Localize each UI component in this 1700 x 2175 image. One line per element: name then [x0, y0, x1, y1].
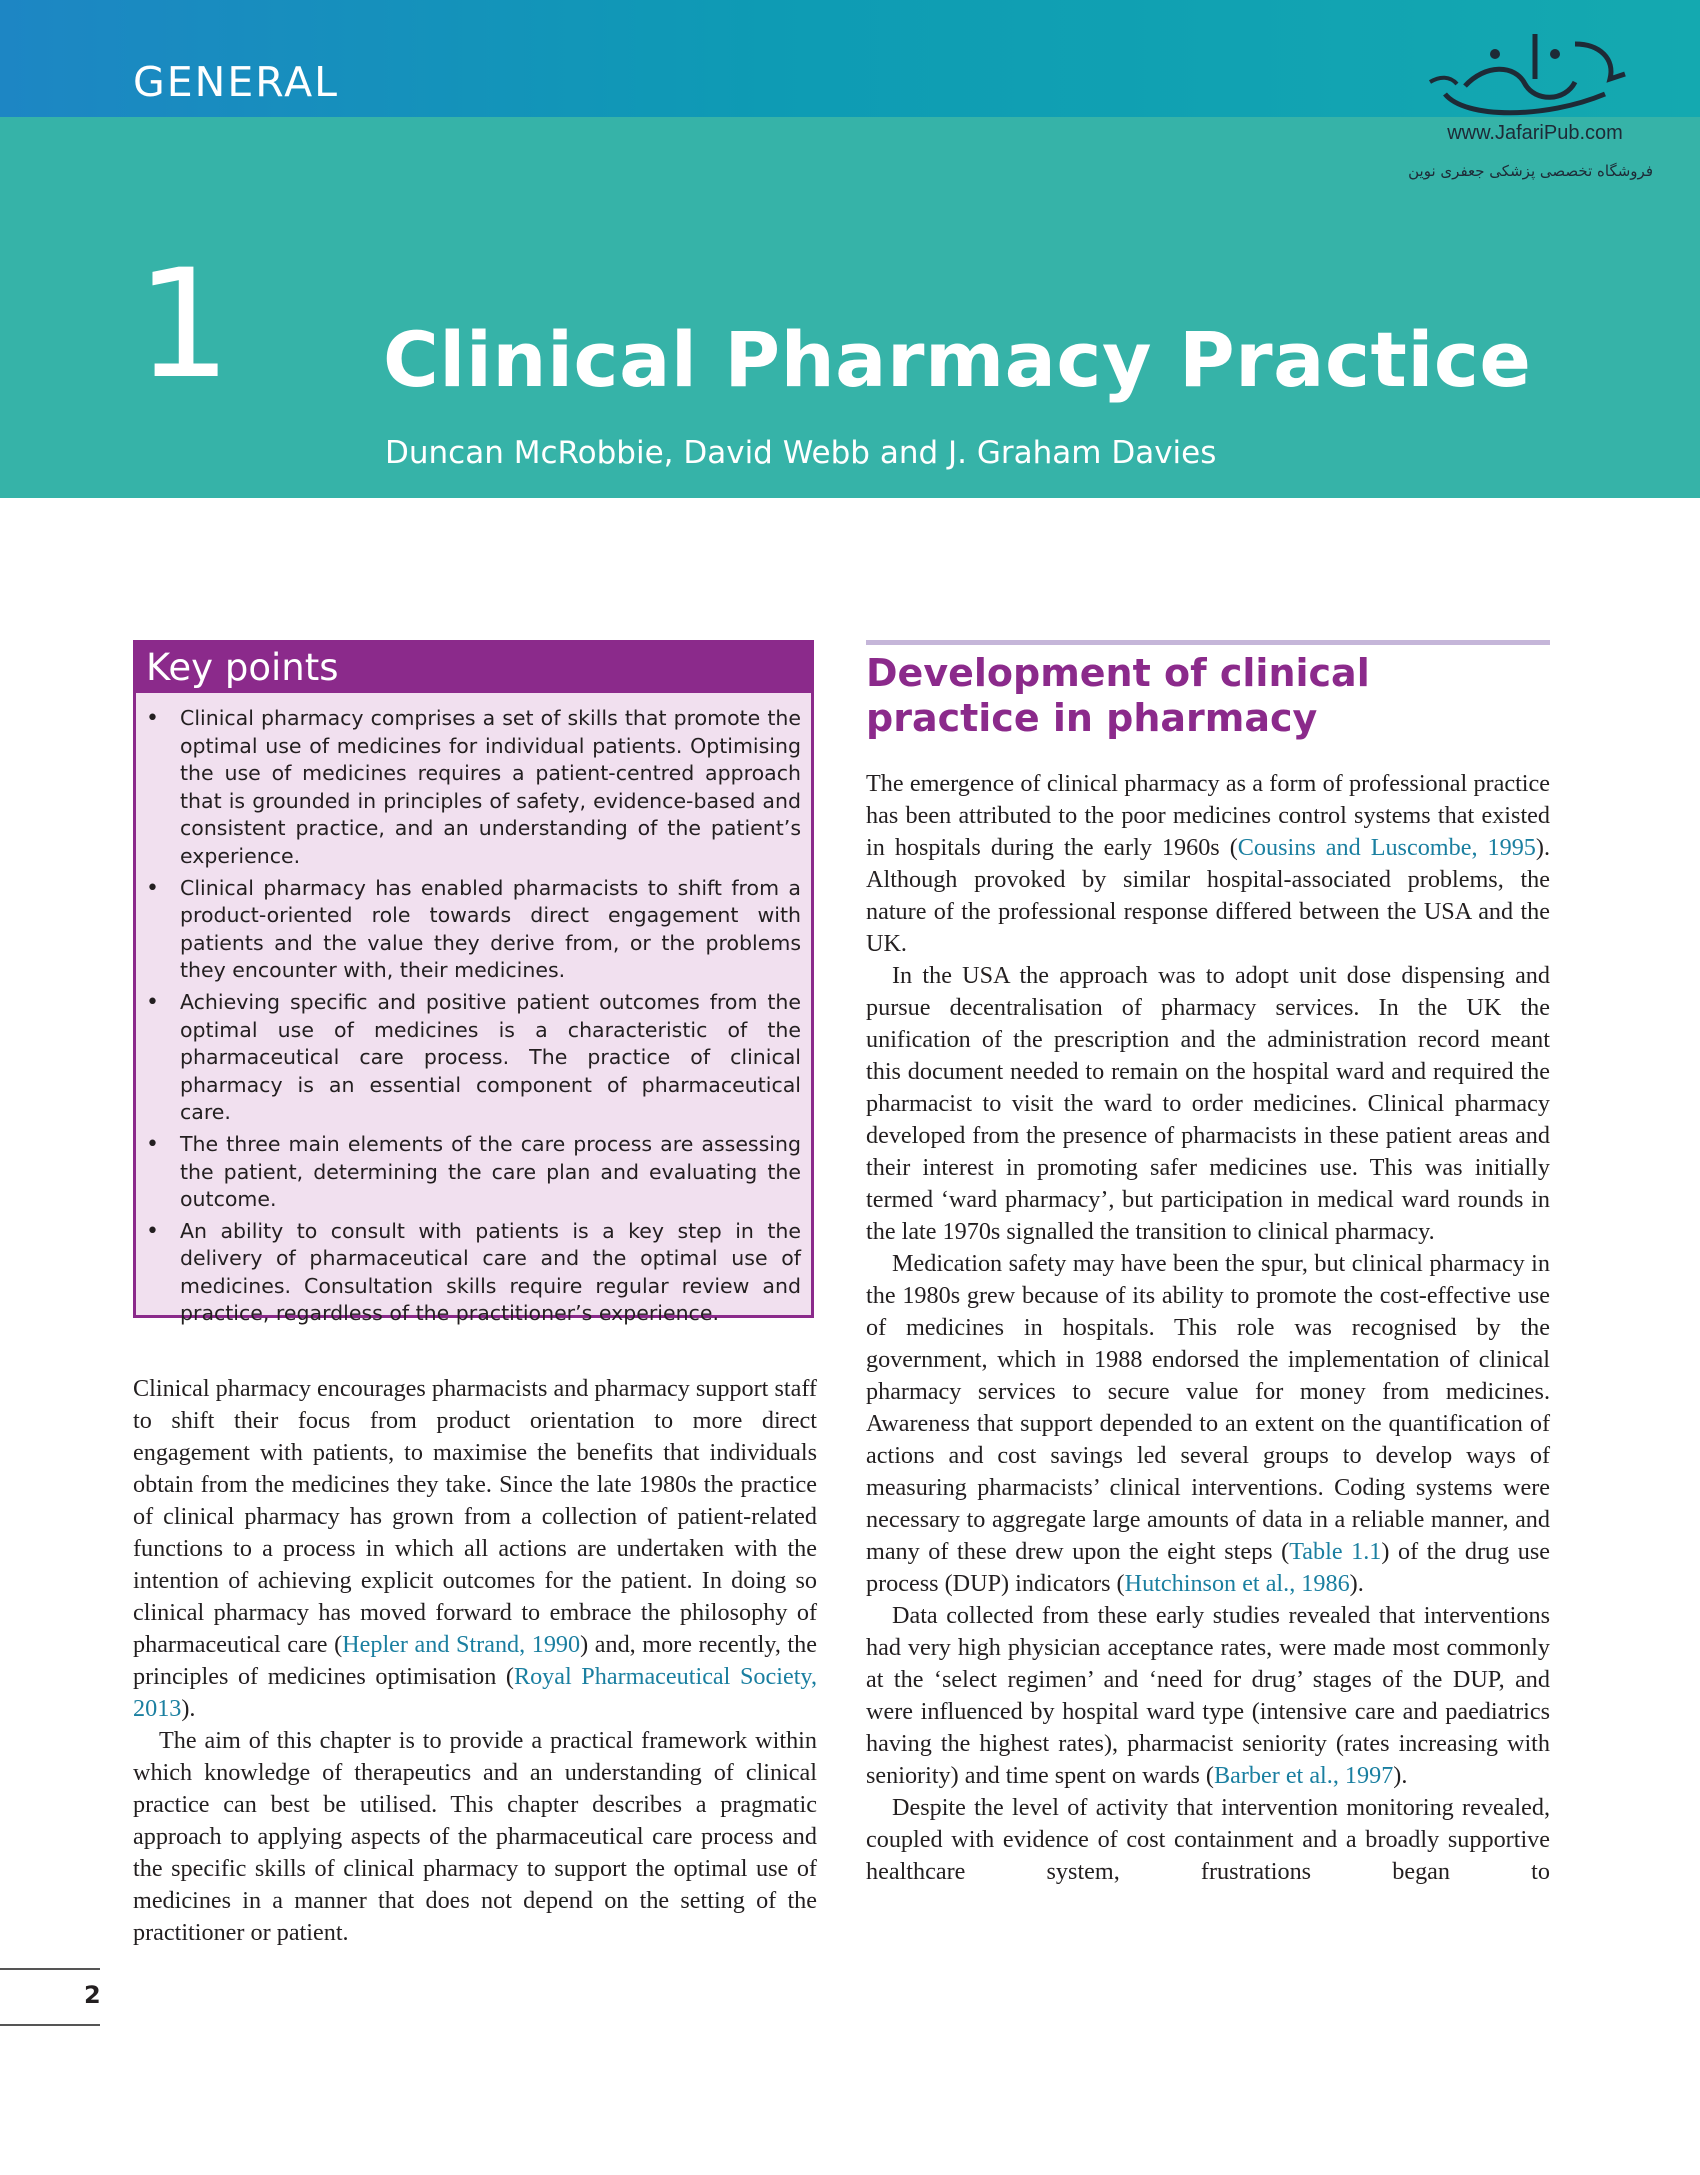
bullet-icon: • [146, 989, 159, 1015]
page-number: 2 [84, 1981, 101, 2009]
body-paragraph: Despite the level of activity that intervention monitoring revealed, coupled with evidence of cost containment and a broadly supportive healthcare system, frustrations began to [866, 1794, 1550, 1885]
citation-link[interactable]: Hutchinson et al., 1986 [1124, 1570, 1350, 1597]
bullet-icon: • [146, 706, 159, 731]
right-column [866, 640, 1550, 1888]
bullet-icon: • [146, 875, 159, 901]
table-reference-link[interactable]: Table 1.1 [1289, 1538, 1382, 1565]
publisher-tagline: فروشگاه تخصصی پزشکی جعفری نوین [1408, 162, 1653, 180]
bullet-icon: • [146, 1218, 159, 1244]
key-point-item: • Clinical pharmacy has enabled pharmacists to shift from a product-oriented role towards direct engagement with patients and the value they derive from, or the problems they encounter with, their medicines. [146, 875, 801, 983]
key-points-box [133, 640, 814, 1326]
chapter-number: 1 [136, 238, 232, 412]
publisher-watermark [1405, 24, 1675, 194]
citation-link[interactable]: Hepler and Strand, 1990 [342, 1631, 581, 1658]
left-column [133, 1373, 817, 1949]
citation-link[interactable]: Barber et al., 1997 [1213, 1762, 1394, 1789]
section-rule [866, 640, 1550, 645]
key-point-item: • Achieving specific and positive patient outcomes from the optimal use of medicines is a characteristic of the pharmaceutical care process. The practice of clinical pharmacy is an essential component of pharmaceutical care. [146, 989, 801, 1125]
key-point-item: • An ability to consult with patients is a key step in the delivery of pharmaceutical care and the optimal use of medicines. Consultation skills require regular review and practice, regardless of the practitioner’s experience. [146, 1218, 801, 1326]
page-number-rule [0, 2024, 100, 2026]
citation-link[interactable]: Royal Pharmaceutical Society, 2013 [133, 1663, 817, 1722]
body-paragraph: Medication safety may have been the spur, but clinical pharmacy in the 1980s grew because of its ability to promote the cost-effective use of medicines in hospitals. This role was recognised by the government, which in 1988 endorsed the implementation of clinical pharmacy services to secure value for money from medicines. Awareness that support depended to an extent on the quantification of actions and cost savings led several groups to develop ways of measuring pharmacists’ clinical interventions. Coding systems were necessary to aggregate large amounts of data in a reliable manner, and many of these drew upon the eight steps (Table 1.1) of the drug use process (DUP) indicators (Hutchinson et al., 1986). [866, 1250, 1550, 1597]
body-paragraph: The emergence of clinical pharmacy as a form of professional practice has been attributed to the poor medicines control systems that existed in hospitals during the early 1960s (Cousins and Luscombe, 1995). Although provoked by similar hospital-associated problems, the nature of the professional response differed between the USA and the UK. [866, 770, 1550, 957]
body-paragraph: In the USA the approach was to adopt unit dose dispensing and pursue decentralisation of pharmacy services. In the UK the unification of the prescription and the administration record meant this document needed to remain on the hospital ward and required the pharmacist to visit the ward to order medicines. Clinical pharmacy developed from the presence of pharmacists in these patient areas and their interest in promoting safer medicines use. This was initially termed ‘ward pharmacy’, but participation in medical ward rounds in the late 1970s signalled the transition to clinical pharmacy. [866, 962, 1550, 1245]
intro-paragraph: Clinical pharmacy encourages pharmacists and pharmacy support staff to shift their focus from product orientation to more direct engagement with patients, to maximise the benefits that individuals obtain from the medicines they take. Since the late 1980s the practice of clinical pharmacy has grown from a collection of patient-related functions to a process in which all actions are undertaken with the intention of achieving explicit outcomes for the patient. In doing so clinical pharmacy has moved forward to embrace the philosophy of pharmaceutical care (Hepler and Strand, 1990) and, more recently, the principles of medicines optimisation (Royal Pharmaceutical Society, 2013). [133, 1375, 817, 1722]
chapter-authors: Duncan McRobbie, David Webb and J. Graham Davies [385, 435, 1217, 471]
section-label: GENERAL [133, 58, 339, 106]
publisher-url[interactable]: www.JafariPub.com [1447, 122, 1623, 144]
key-points-heading: Key points [136, 643, 811, 693]
body-paragraph: Data collected from these early studies revealed that interventions had very high physician acceptance rates, were made most commonly at the ‘select regimen’ and ‘need for drug’ stages of the DUP, and were influenced by hospital ward type (intensive care and paediatrics having the highest rates), pharmacist seniority (rates increasing with seniority) and time spent on wards (Barber et al., 1997). [866, 1602, 1550, 1789]
bullet-icon: • [146, 1131, 159, 1157]
chapter-title: Clinical Pharmacy Practice [383, 315, 1532, 404]
key-point-item: • The three main elements of the care process are assessing the patient, determining the care plan and evaluating the outcome. [146, 1131, 801, 1212]
page-number-rule [0, 1968, 100, 1970]
key-point-item: • Clinical pharmacy comprises a set of skills that promote the optimal use of medicines for individual patients. Optimising the use of medicines requires a patient-centred approach that is grounded in principles of safety, evidence-based and consistent practice, and an understanding of the patient’s experience. [146, 706, 801, 868]
citation-link[interactable]: Cousins and Luscombe, 1995 [1237, 834, 1536, 861]
section-heading: Development of clinical practice in pharmacy [866, 651, 1370, 740]
calligraphy-logo-icon [1425, 24, 1645, 120]
aim-paragraph: The aim of this chapter is to provide a practical framework within which knowledge of therapeutics and an understanding of clinical practice can best be utilised. This chapter describes a pragmatic approach to applying aspects of the pharmaceutical care process and the specific skills of clinical pharmacy to support the optimal use of medicines in a manner that does not depend on the setting of the practitioner or patient. [133, 1727, 817, 1946]
key-points-list [136, 693, 811, 1328]
